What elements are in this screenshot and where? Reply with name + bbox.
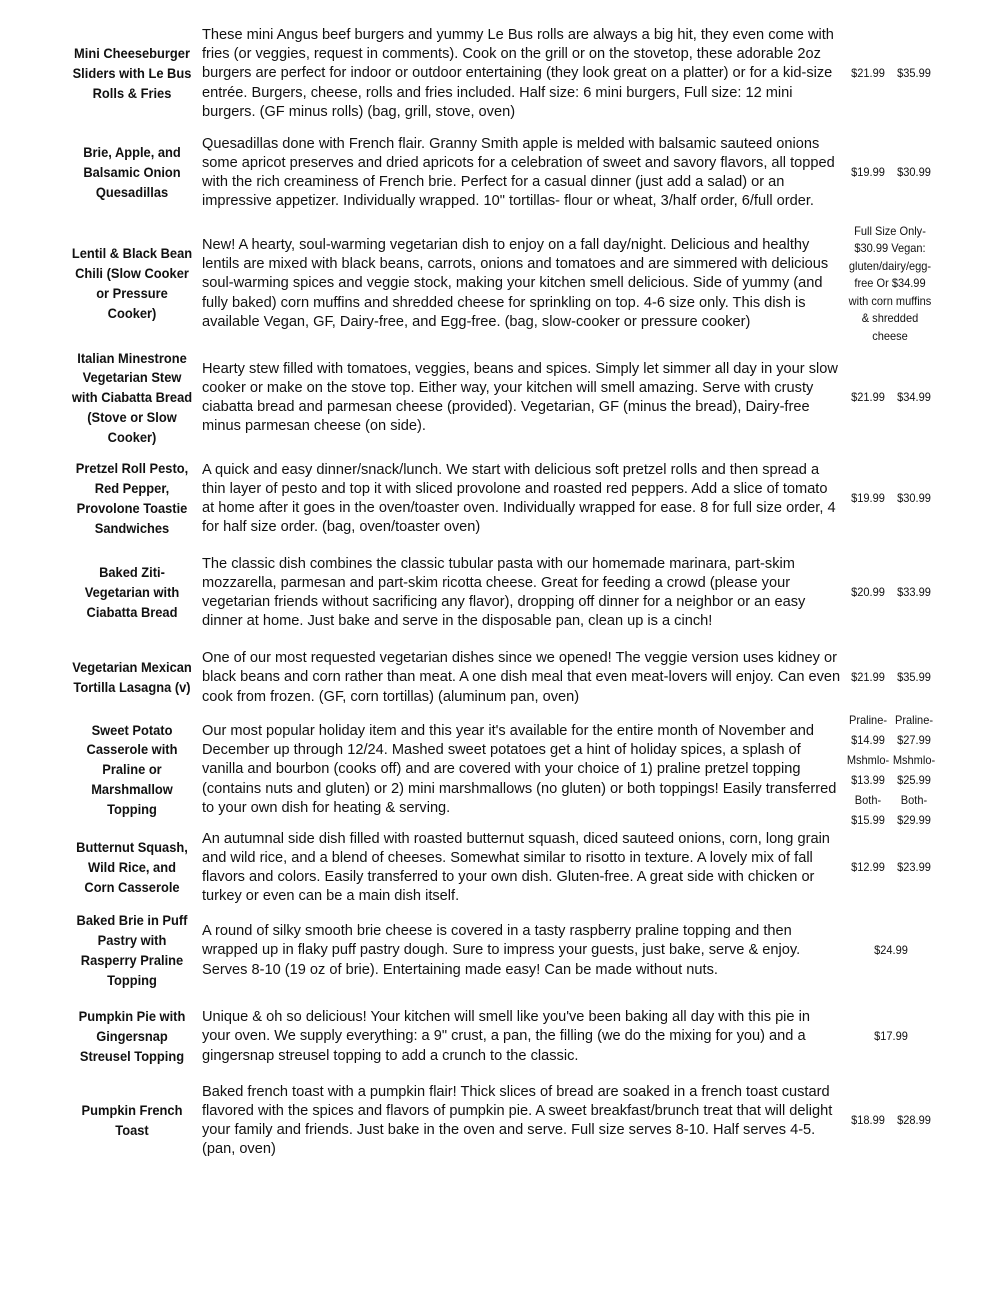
menu-row	[66, 1081, 938, 1161]
half-price: $19.99	[851, 491, 885, 506]
half-price: $12.99	[851, 860, 885, 875]
item-name: Baked Brie in Puff Pastry with Rasperry Praline Topping	[76, 912, 188, 988]
item-prices	[846, 859, 936, 877]
item-name: Brie, Apple, and Balsamic Onion Quesadillas	[83, 144, 181, 200]
half-price: $21.99	[851, 670, 885, 685]
price: $17.99	[874, 1029, 908, 1044]
item-prices	[846, 710, 936, 830]
menu-row	[66, 451, 938, 547]
item-description: A quick and easy dinner/snack/lunch. We start with delicious soft pretzel rolls and then spread a thin layer of pesto and top it with sliced provolone and roasted red peppers. Add a slice of tomato at home after it goes in the oven/toaster oven. Individually wrapped for ease. 8 for full size order, 4 for half size order. (bag, oven/toaster oven)	[202, 461, 836, 536]
menu-row	[66, 223, 938, 345]
option-price: $29.99	[897, 813, 931, 827]
menu-row	[66, 828, 938, 908]
item-name: Pumpkin Pie with Gingersnap Streusel Topping	[78, 1008, 186, 1064]
full-price: $34.99	[897, 390, 931, 405]
item-description: One of our most requested vegetarian dishes since we opened! The veggie version uses kidney or black beans and corn rather than meat. A one dish meal that even meat-lovers will enjoy. Can even cook from frozen. (GF, corn tortillas) (aluminum pan, oven)	[202, 650, 841, 705]
menu-row	[66, 643, 938, 713]
full-price: $35.99	[897, 670, 931, 685]
item-name: Pumpkin French Toast	[81, 1102, 183, 1138]
option-price: $15.99	[851, 813, 885, 827]
item-prices	[846, 1112, 936, 1130]
item-name: Butternut Squash, Wild Rice, and Corn Casserole	[76, 839, 188, 895]
item-name: Lentil & Black Bean Chili (Slow Cooker or Pressure Cooker)	[71, 245, 193, 321]
item-prices	[846, 223, 934, 346]
half-price: $20.99	[851, 585, 885, 600]
price: $24.99	[874, 943, 908, 958]
item-name: Pretzel Roll Pesto, Red Pepper, Provolone Toastie Sandwiches	[75, 460, 189, 536]
option-price: $13.99	[851, 773, 885, 787]
item-description: An autumnal side dish filled with roasted butternut squash, diced sauteed onions, corn, long grain and wild rice, and a blend of cheeses. Somewhat similar to risotto in texture. A lovely mix of fall flavors and colors. Easily transferred to your own dish. Gluten-free. A great side with chicken or turkey or even can be a main dish itself.	[202, 830, 830, 905]
half-price: $21.99	[851, 390, 885, 405]
item-name: Mini Cheeseburger Sliders with Le Bus Rolls & Fries	[72, 45, 192, 101]
item-description: The classic dish combines the classic tubular pasta with our homemade marinara, part-skim mozzarella, parmesan and part-skim ricotta cheese. Great for feeding a crowd (please your vegetarian friends without sacrificing any flavor), dropping off dinner for a neighbor or an easy dinner at home. Just bake and serve in the disposable pan, clean up is a cinch!	[202, 555, 806, 630]
half-price: $21.99	[851, 66, 885, 81]
full-price: $30.99	[897, 491, 931, 506]
item-prices	[846, 942, 936, 960]
item-name: Italian Minestrone Vegetarian Stew with Ciabatta Bread (Stove or Slow Cooker)	[71, 349, 193, 445]
half-price: $18.99	[851, 1113, 885, 1128]
half-price-options	[846, 710, 890, 830]
item-prices	[846, 1028, 936, 1046]
option-price: $14.99	[851, 733, 885, 747]
item-description: Hearty stew filled with tomatoes, veggies, beans and spices. Simply let simmer all day in your slow cooker or make on the stove top. Either way, your kitchen will smell amazing. Serve with crusty ciabatta bread and parmesan cheese (provided). Vegetarian, GF (minus the bread), Dairy-free minus parmesan cheese (on side).	[202, 360, 838, 435]
menu-row	[66, 25, 938, 123]
full-price: $23.99	[897, 860, 931, 875]
option-label: Praline-	[848, 713, 888, 727]
item-name: Baked Ziti- Vegetarian with Ciabatta Bread	[84, 564, 180, 620]
full-price: $28.99	[897, 1113, 931, 1128]
option-label: Both-	[900, 793, 928, 807]
half-price: $19.99	[851, 165, 885, 180]
item-prices	[846, 65, 936, 83]
full-price: $30.99	[897, 165, 931, 180]
option-label: Mshmlo-	[892, 753, 936, 767]
item-description: A round of silky smooth brie cheese is covered in a tasty raspberry praline topping and then wrapped up in flaky puff pastry dough. Sure to impress your guests, just bake, serve & enjoy. Serves 8-10 (19 oz of brie). Entertaining made easy! Can be made without nuts.	[202, 923, 801, 978]
menu-row	[66, 715, 938, 825]
full-price-options	[892, 710, 936, 830]
option-label: Both-	[854, 793, 882, 807]
item-prices	[846, 389, 936, 407]
full-price: $33.99	[897, 585, 931, 600]
option-label: Mshmlo-	[846, 753, 890, 767]
menu-row	[66, 550, 938, 636]
item-name: Sweet Potato Casserole with Praline or Marshmallow Topping	[86, 721, 178, 817]
menu-row	[66, 124, 938, 222]
item-prices	[846, 669, 936, 687]
option-price: $27.99	[897, 733, 931, 747]
item-name: Vegetarian Mexican Tortilla Lasagna (v)	[72, 659, 192, 695]
item-description: Unique & oh so delicious! Your kitchen will smell like you've been baking all day with this pie in your oven. We supply everything: a 9" crust, a pan, the filling (we do the mixing for you) and a gingersnap streusel topping to add a crunch to the classic.	[202, 1009, 810, 1064]
item-prices	[846, 490, 936, 508]
item-prices	[846, 584, 936, 602]
item-description: Our most popular holiday item and this year it's available for the entire month of November and December up through 12/24. Mashed sweet potatoes get a hint of holiday spices, a splash of vanilla and bourbon (cooks off) and are covered with your choice of 1) praline pretzel topping (contains nuts and gluten) or 2) mini marshmallows (no gluten) or both toppings! Easily transferred to your own dish for heating & serving.	[202, 722, 837, 816]
item-description: Quesadillas done with French flair. Granny Smith apple is melded with balsamic sauteed onions some apricot preserves and dried apricots for a celebration of sweet and savory flavors, all topped with the rich creaminess of French brie. Perfect for a casual dinner (just add a salad) or an impressive appetizer. Individually wrapped. 10" tortillas- flour or wheat, 3/half order, 6/full order.	[202, 135, 835, 210]
menu-row	[66, 1007, 938, 1067]
full-price: $35.99	[897, 66, 931, 81]
item-prices	[846, 164, 936, 182]
option-price: $25.99	[897, 773, 931, 787]
item-description: These mini Angus beef burgers and yummy Le Bus rolls are always a big hit, they even come with fries (or veggies, request in comments). Cook on the grill or on the stovetop, these adorable 2oz burgers are perfect for indoor or outdoor entertaining (they look great on a platter) or for a kid-size entrée. Burgers, cheese, rolls and fries included. Half size: 6 mini burgers, Full size: 12 mini burgers. (GF minus rolls) (bag, grill, stove, oven)	[202, 26, 834, 120]
price-note: Full Size Only- $30.99 Vegan: gluten/dairy/egg-free Or $34.99 with corn muffins & shredded cheese	[848, 223, 932, 343]
menu-row	[66, 348, 938, 448]
menu-row	[66, 911, 938, 991]
item-description: New! A hearty, soul-warming vegetarian dish to enjoy on a fall day/night. Delicious and healthy lentils are mixed with black beans, carrots, onions and tomatoes and are simmered with delicious soul-warming spices and veggie stock, making your kitchen smell delicious. Side of yummy (and fully baked) corn muffins and shredded cheese for sprinkling on top. 4-6 size only. This dish is available Vegan, GF, Dairy-free, and Egg-free. (bag, slow-cooker or pressure cooker)	[202, 236, 829, 330]
option-label: Praline-	[894, 713, 934, 727]
item-description: Baked french toast with a pumpkin flair! Thick slices of bread are soaked in a french toast custard flavored with the spices and flavors of pumpkin pie. A sweet breakfast/brunch treat that will delight your family and friends. Just bake in the oven and serve. Full size serves 8-10. Half serves 4-5. (pan, oven)	[202, 1083, 833, 1158]
